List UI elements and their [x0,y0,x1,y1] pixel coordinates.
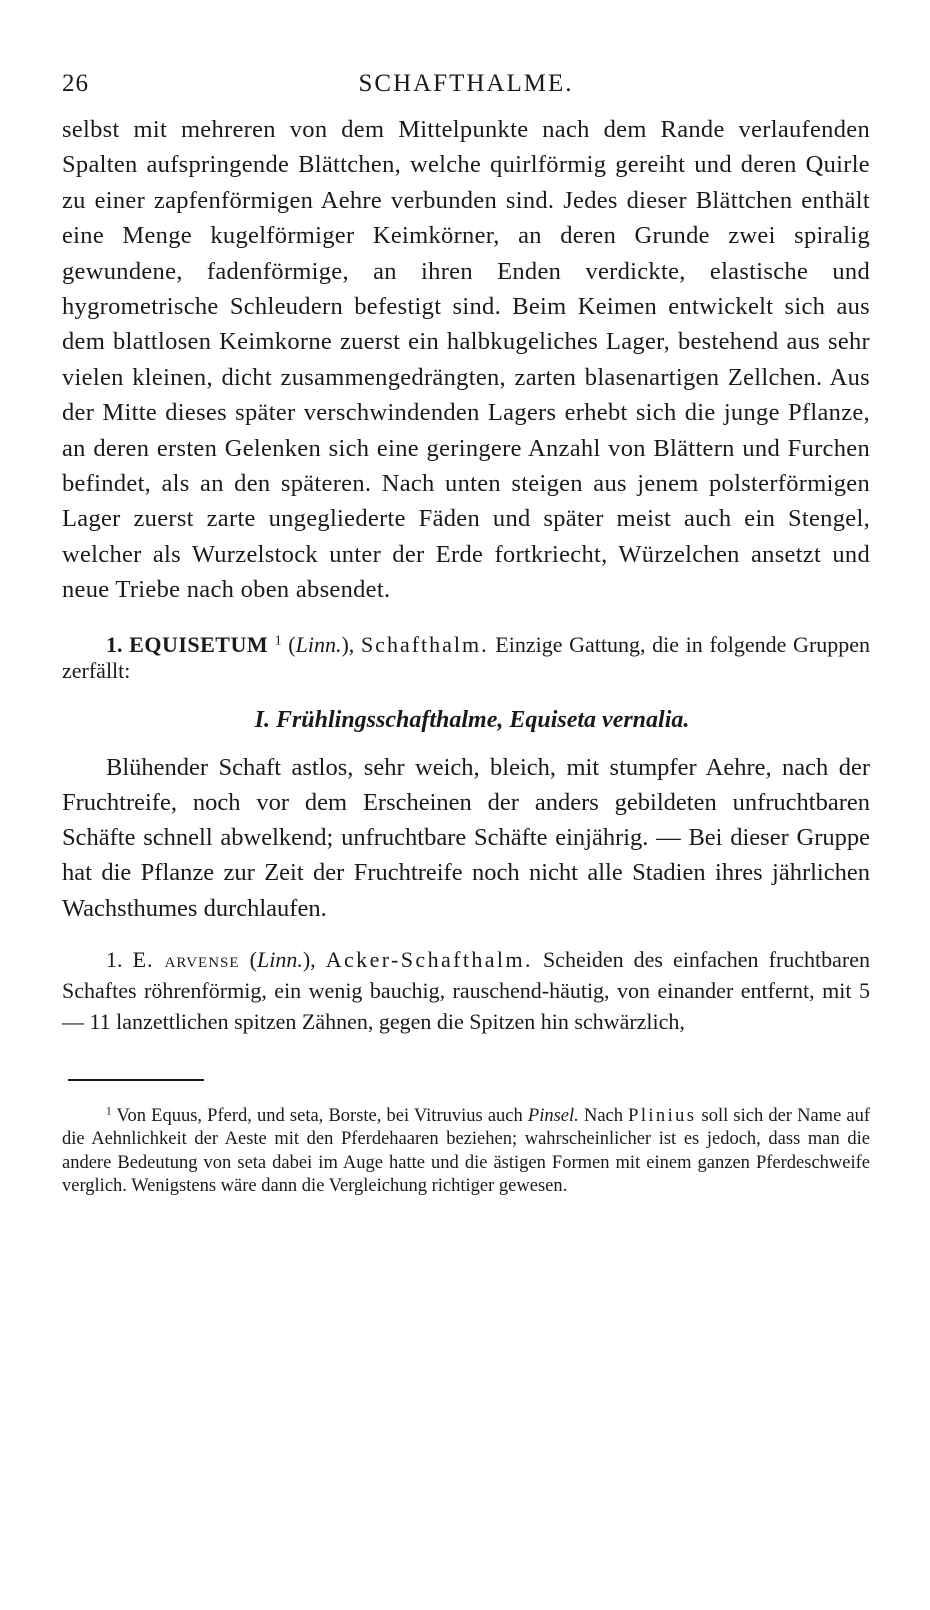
species-common-name: Acker-Schafthalm. [325,946,533,972]
running-head: SCHAFTHALME. [358,70,574,97]
footnote-reference: 1 [274,632,282,648]
footnote-divider [68,1079,204,1081]
page-body [62,60,870,1199]
page-header [62,60,870,100]
species-author: Linn. [256,946,303,972]
footnote-italic-term: Pinsel. [527,1105,579,1126]
genus-name: EQUISETUM [129,631,269,657]
intro-paragraph: selbst mit mehreren von dem Mittelpunkte nach dem Rande verlaufenden Spalten aufspringende Blättchen, welche quirlförmig gereiht und deren Quirle zu einer zapfenförmigen Aehre verbunden sind. Jedes dieser Blättchen enthält eine Menge kugelförmiger Keimkörner, an deren Grunde zwei spiralig gewundene, fadenförmige, an ihren Enden verdickte, elastische und hygrometrische Schleudern befestigt sind. Beim Keimen entwickelt sich aus dem blattlosen Keimkorne zuerst ein halbkugeliches Lager, bestehend aus sehr vielen kleinen, dicht zusammengedrängten, zarten blasenartigen Zellchen. Aus der Mitte dieses später verschwindenden Lagers erhebt sich die junge Pflanze, an deren ersten Gelenken sich eine geringere Anzahl von Blättern und Furchen befindet, als an den späteren. Nach unten steigen aus jenem polsterförmigen Lager zuerst zarte ungegliederte Fäden und später meist auch ein Stengel, welcher als Wurzelstock unter der Erde fortkriecht, Würzelchen ansetzt und neue Triebe nach oben absendet. [62,116,870,604]
group-heading: I. Frühlingsschafthalme, Equiseta vernalia. [254,706,690,733]
genus-description: Einzige Gattung, die in folgende Gruppen zerfällt: [62,631,871,683]
species-description: Scheiden des einfachen fruchtbaren Schaftes röhrenförmig, ein wenig bauchig, rauschend-häutig, von einander entfernt, mit 5 — 11 lanzettlichen spitzen Zähnen, gegen die Spitzen hin schwärzlich, [62,946,871,1034]
genus-author: Linn. [295,631,342,657]
footnote-mark: 1 [106,1105,112,1118]
footnote [62,1105,870,1199]
footnote-author-name: Plinius [628,1105,697,1126]
page-number: 26 [62,70,89,97]
species-name: E. arvense [132,946,240,972]
genus-number: 1. [106,631,123,657]
genus-common-name: Schafthalm. [360,631,489,657]
footnote-text-end: soll sich der Name auf die Aehnlichkeit der Aeste mit den Pferdehaaren beziehen; wahrscheinlicher ist es jedoch, dass man die andere Bedeutung von seta dabei im Auge hatte und die ästigen Formen mit einem ganzen Pferdeschweife verglich. Wenigstens wäre dann die Vergleichung richtiger gewesen. [62,1105,871,1197]
footnote-text-middle: Nach [583,1105,623,1126]
genus-entry: 1. EQUISETUM $^1$ (Linn.), Schafthalm. Einzige Gattung, die in folgende Gruppen zerfällt: [62,631,871,683]
species-entry: 1. E. arvense (Linn.), Acker-Schafthalm. Scheiden des einfachen fruchtbaren Schaftes röhrenförmig, ein wenig bauchig, rauschend-häutig, von einander entfernt, mit 5 — 11 lanzettlichen spitzen Zähnen, gegen die Spitzen hin schwärzlich, [62,946,871,1034]
footnote-text-start: Von Equus, Pferd, und seta, Borste, bei Vitruvius auch [116,1105,523,1126]
group-description: Blühender Schaft astlos, sehr weich, bleich, mit stumpfer Aehre, nach der Fruchtreife, noch vor dem Erscheinen der anders gebildeten unfruchtbaren Schäfte schnell abwelkend; unfruchtbare Schäfte einjährig. — Bei dieser Gruppe hat die Pflanze zur Zeit der Fruchtreife noch nicht alle Stadien ihres jährlichen Wachsthumes durchlaufen. [62,753,870,922]
species-number: 1. [106,946,123,972]
